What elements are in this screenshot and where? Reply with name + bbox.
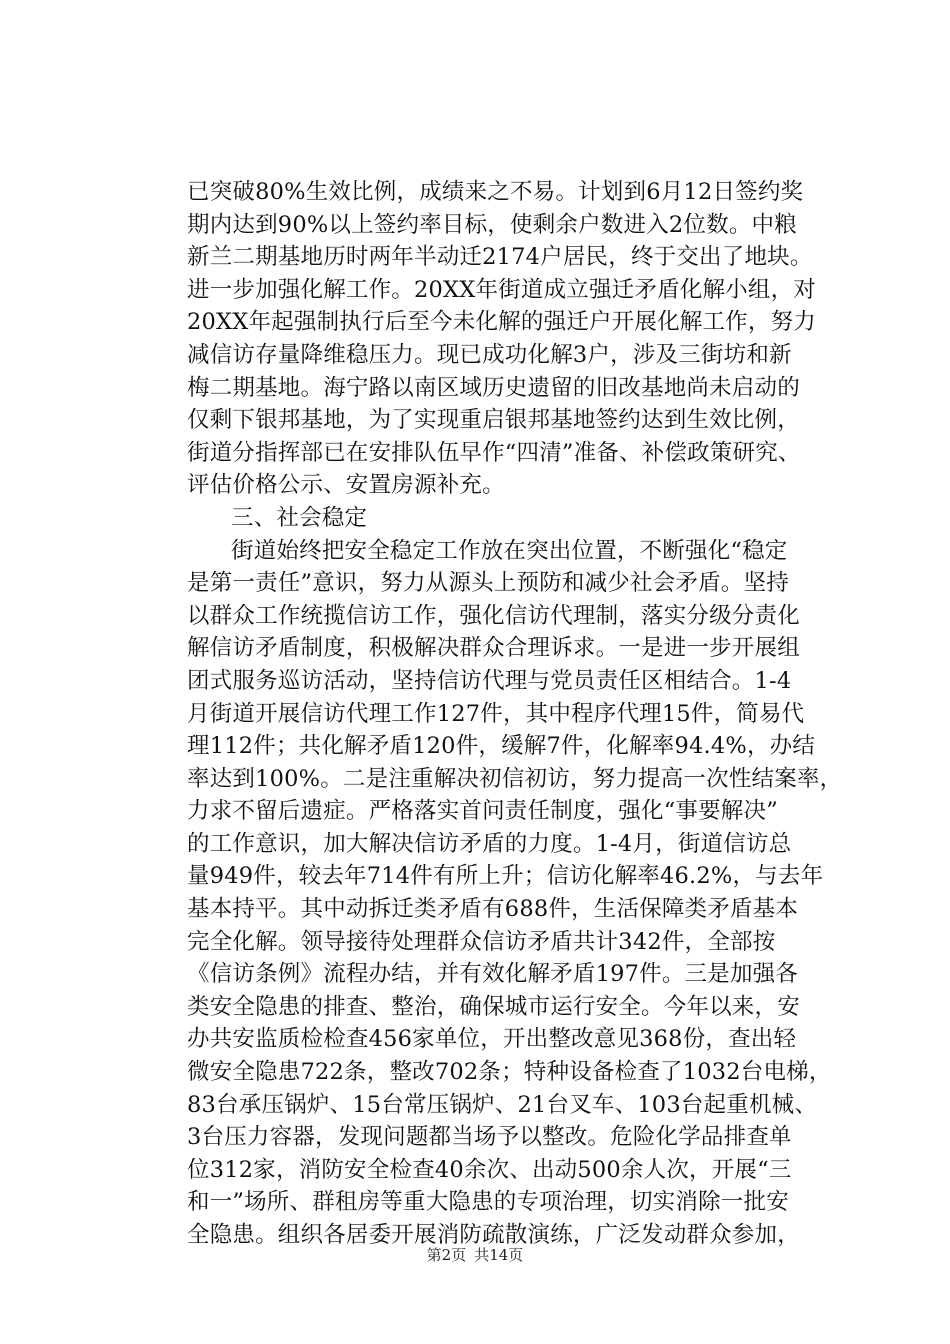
page-total: 共14页 [474, 1246, 524, 1264]
section-heading: 三、社会稳定 [231, 504, 368, 531]
body-text [187, 176, 843, 1252]
section-line: 办共安监质检检查456家单位，开出整改意见368份，查出轻 [187, 1026, 797, 1053]
body-line: 期内达到90%以上签约率目标，使剩余户数进入2位数。中粮 [187, 211, 797, 238]
section-line: 《信访条例》流程办结，并有效化解矛盾197件。三是加强各 [187, 961, 799, 988]
body-line: 减信访存量降维稳压力。现已成功化解3户，涉及三街坊和新 [187, 341, 792, 368]
section-line: 率达到100%。二是注重解决初信初访，努力提高一次性结案率， [187, 765, 843, 792]
body-line: 街道分指挥部已在安排队伍早作“四清”准备、补偿政策研究、 [187, 439, 801, 466]
section-line: 的工作意识，加大解决信访矛盾的力度。1-4月，街道信访总 [187, 830, 792, 857]
section-line: 完全化解。领导接待处理群众信访矛盾共计342件，全部按 [187, 928, 776, 955]
page-number: 第2页 [426, 1246, 467, 1264]
section-line: 理112件；共化解矛盾120件，缓解7件，化解率94.4%，办结 [187, 733, 816, 760]
section-line: 3台压力容器，发现问题都当场予以整改。危险化学品排查单 [187, 1124, 792, 1151]
section-line: 位312家，消防安全检查40余次、出动500余人次，开展“三 [187, 1156, 792, 1183]
section-line: 83台承压锅炉、15台常压锅炉、21台叉车、103台起重机械、 [187, 1091, 818, 1118]
body-line: 评估价格公示、安置房源补充。 [187, 472, 505, 499]
section-line: 是第一责任”意识，努力从源头上预防和减少社会矛盾。坚持 [187, 570, 789, 597]
section-line: 以群众工作统揽信访工作，强化信访代理制，落实分级分责化 [187, 602, 800, 629]
section-line: 街道始终把安全稳定工作放在突出位置，不断强化“稳定 [231, 537, 788, 564]
section-line: 量949件，较去年714件有所上升；信访化解率46.2%，与去年 [187, 863, 824, 890]
page-footer [0, 1244, 950, 1265]
section-line: 微安全隐患722条，整改702条；特种设备检查了1032台电梯， [187, 1059, 832, 1086]
body-line: 20XX年起强制执行后至今未化解的强迁户开展化解工作，努力 [187, 309, 816, 336]
body-line: 已突破80%生效比例，成绩来之不易。计划到6月12日签约奖 [187, 179, 804, 205]
section-line: 月街道开展信访代理工作127件，其中程序代理15件，简易代 [187, 700, 805, 727]
section-line: 和一”场所、群租房等重大隐患的专项治理，切实消除一批安 [187, 1189, 789, 1216]
body-line: 梅二期基地。海宁路以南区域历史遗留的旧改基地尚未启动的 [187, 374, 800, 401]
body-line: 仅剩下银邦基地，为了实现重启银邦基地签约达到生效比例， [187, 407, 800, 434]
section-line: 基本持平。其中动拆迁类矛盾有688件，生活保障类矛盾基本 [187, 896, 799, 923]
section-line: 团式服务巡访活动，坚持信访代理与党员责任区相结合。1-4 [187, 667, 792, 694]
section-line: 力求不留后遗症。严格落实首问责任制度，强化“事要解决” [187, 798, 778, 825]
section-line: 全隐患。组织各居委开展消防疏散演练，广泛发动群众参加， [187, 1222, 800, 1248]
body-line: 进一步加强化解工作。20XX年街道成立强迁矛盾化解小组，对 [187, 276, 816, 303]
body-line: 新兰二期基地历时两年半动迁2174户居民，终于交出了地块。 [187, 244, 813, 271]
section-line: 解信访矛盾制度，积极解决群众合理诉求。一是进一步开展组 [187, 635, 800, 662]
section-line: 类安全隐患的排查、整治，确保城市运行安全。今年以来，安 [187, 993, 800, 1020]
